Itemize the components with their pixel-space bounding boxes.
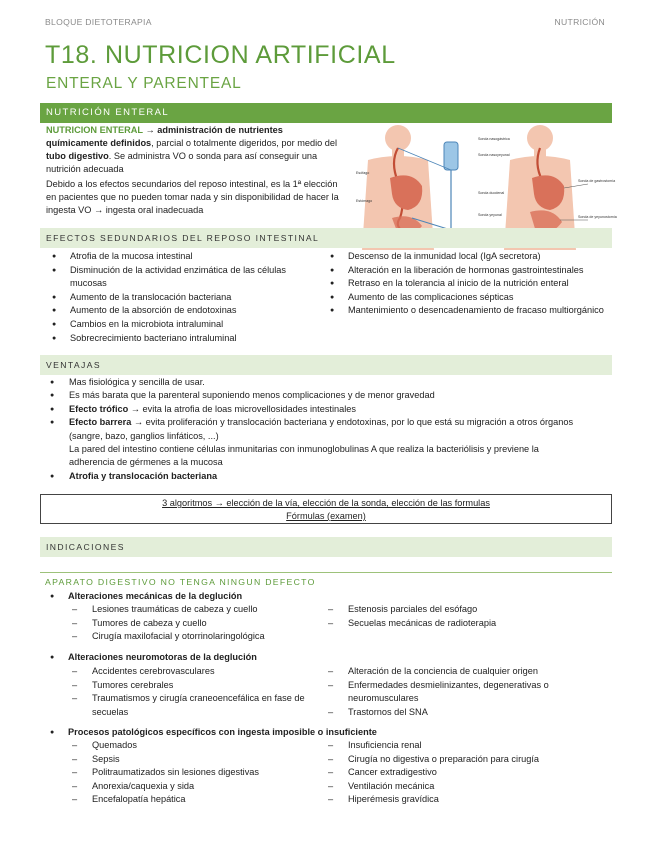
group2-title: ● Alteraciones neuromotoras de la deglución [52, 651, 257, 664]
list-item: – Ventilación mecánica [328, 780, 598, 794]
list-item: – Cancer extradigestivo [328, 766, 598, 780]
list-item: – Cirugía maxilofacial y otorrinolaringológica [72, 630, 322, 644]
list-item: – Tumores de cabeza y cuello [72, 617, 322, 631]
page-title: T18. NUTRICION ARTIFICIAL [45, 41, 396, 69]
label-esofago: Esófago [356, 171, 370, 175]
enteral-definition [46, 124, 346, 176]
list-item: – Accidentes cerebrovasculares [72, 665, 322, 679]
band-indicaciones: INDICACIONES [40, 537, 612, 557]
list-item: ● Mas fisiológica y sencilla de usar. [46, 376, 586, 389]
list-item: ● Retraso en la tolerancia al inicio de la nutrición enteral [330, 277, 610, 291]
list-item: ● Atrofia de la mucosa intestinal [52, 250, 312, 264]
ventajas-list [46, 376, 586, 483]
efectos-left-list [52, 250, 312, 345]
list-item: – Traumatismos y cirugía craneoencefálica en fase de secuelas [72, 692, 322, 719]
list-item: – Trastornos del SNA [328, 706, 598, 720]
list-item: – Enfermedades desmielinizantes, degenerativas o neuromusculares [328, 679, 598, 706]
def-arrow: → [142, 125, 158, 135]
band-nutricion-enteral: NUTRICIÓN ENTERAL [40, 103, 612, 123]
list-item: – Cirugía no digestiva o preparación para cirugía [328, 753, 598, 767]
item-text: → evita la atrofia de loas microvellosidades intestinales [128, 403, 356, 414]
box-line1: 3 algoritmos → elección de la vía, elección de la sonda, elección de las formulas [162, 498, 490, 508]
group1-title: ● Alteraciones mecánicas de la deglución [52, 590, 242, 603]
algoritmos-box [40, 494, 612, 524]
list-item: – Secuelas mecánicas de radioterapia [328, 617, 598, 631]
group3-right-list [328, 739, 598, 807]
list-item: ● Cambios en la microbiota intraluminal [52, 318, 312, 332]
list-item: – Hiperémesis gravídica [328, 793, 598, 807]
group1-left-list [72, 603, 322, 644]
label-sonda-nasog: Sonda nasogástrica [478, 137, 510, 141]
list-item: ● Aumento de la absorción de endotoxinas [52, 304, 312, 318]
label-sonda-gastro: Sonda de gastrostomía [578, 179, 616, 183]
band-ventajas: VENTAJAS [40, 355, 612, 375]
band-efectos: EFECTOS SEDUNDARIOS DEL REPOSO INTESTINAL [40, 228, 612, 248]
def-term: NUTRICION ENTERAL [46, 125, 143, 135]
section-divider [40, 572, 612, 573]
list-item: – Alteración de la conciencia de cualquier origen [328, 665, 598, 679]
list-item: – Estenosis parciales del esófago [328, 603, 598, 617]
page-header [45, 17, 605, 29]
item-bold: Efecto trófico [69, 403, 129, 414]
item-bold: Efecto barrera [69, 417, 132, 428]
list-item: ● Es más barata que la parenteral suponiendo menos complicaciones y de menor gravedad [46, 389, 586, 402]
def-text2: . Se administra VO o sonda para así conseguir una nutrición adecuada [46, 151, 318, 175]
list-item: – Encefalopatía hepática [72, 793, 322, 807]
list-item: – Lesiones traumáticas de cabeza y cuello [72, 603, 322, 617]
enteral-paragraph: Debido a los efectos secundarios del reposo intestinal, es la 1ª elección en pacientes que no pueden tomar nada y sin disponibilidad de hacer la ingesta VO → ingesta oral inadecuada [46, 179, 339, 216]
list-item: ● Alteración en la liberación de hormonas gastrointestinales [330, 264, 610, 278]
list-item: ● Aumento de la translocación bacteriana [52, 291, 312, 305]
group3-title: ● Procesos patológicos específicos con ingesta imposible o insuficiente [52, 726, 377, 739]
def-text1: , parcial o totalmente digeridos, por medio del [151, 138, 338, 149]
header-left: BLOQUE DIETOTERAPIA [45, 17, 152, 27]
list-item [46, 470, 586, 483]
efectos-right-list [330, 250, 610, 318]
header-right: NUTRICIÓN [554, 17, 605, 27]
list-item: – Insuficiencia renal [328, 739, 598, 753]
list-item: ● Sobrecrecimiento bacteriano intraluminal [52, 332, 312, 346]
page-subtitle: ENTERAL Y PARENTEAL [46, 75, 242, 92]
list-item: – Tumores cerebrales [72, 679, 322, 693]
list-item: ● Descenso de la inmunidad local (IgA secretora) [330, 250, 610, 264]
group2-left-list [72, 665, 322, 719]
list-item: – Politraumatizados sin lesiones digestivas [72, 766, 322, 780]
def-bold2: tubo digestivo [46, 151, 109, 162]
list-item: – Quemados [72, 739, 322, 753]
list-item: ● Disminución de la actividad enzimática de las células mucosas [52, 264, 312, 291]
list-item [46, 403, 586, 416]
section-aparato-digestivo: APARATO DIGESTIVO NO TENGA NINGUN DEFECTO [45, 577, 316, 587]
list-item: ● Mantenimiento o desencadenamiento de fracaso multiorgánico [330, 304, 610, 318]
label-sonda-duod: Sonda duodenal [478, 191, 505, 195]
item-bold: Atrofia y translocación bacteriana [69, 470, 218, 481]
label-sonda-nasoy: Sonda nasoyeyunal [478, 153, 510, 157]
group2-right-list [328, 665, 598, 719]
box-line2: Fórmulas (examen) [286, 511, 366, 521]
list-item: – Sepsis [72, 753, 322, 767]
list-item [46, 416, 586, 470]
label-estomago: Estómago [356, 199, 373, 203]
label-sonda-yey: Sonda yeyunal [478, 213, 502, 217]
item-extra: La pared del intestino contiene células inmunitarias con inmunoglobulinas A que realiza la bacteriólisis y previene la adherencia de gérmenes a la mucosa [69, 444, 539, 468]
def-bold1: administración de nutrientes químicamente definidos [46, 125, 283, 149]
list-item: ● Aumento de las complicaciones sépticas [330, 291, 610, 305]
item-text: → evita proliferación y translocación bacteriana y endotoxinas, por lo que está su migración a otros órganos (sangre, bazo, ganglios linfáticos, ...) [69, 417, 574, 441]
group1-right-list [328, 603, 598, 630]
list-item: – Anorexia/caquexia y sida [72, 780, 322, 794]
label-sonda-yeyuno: Sonda de yeyunostomía [578, 215, 617, 219]
group3-left-list [72, 739, 322, 807]
